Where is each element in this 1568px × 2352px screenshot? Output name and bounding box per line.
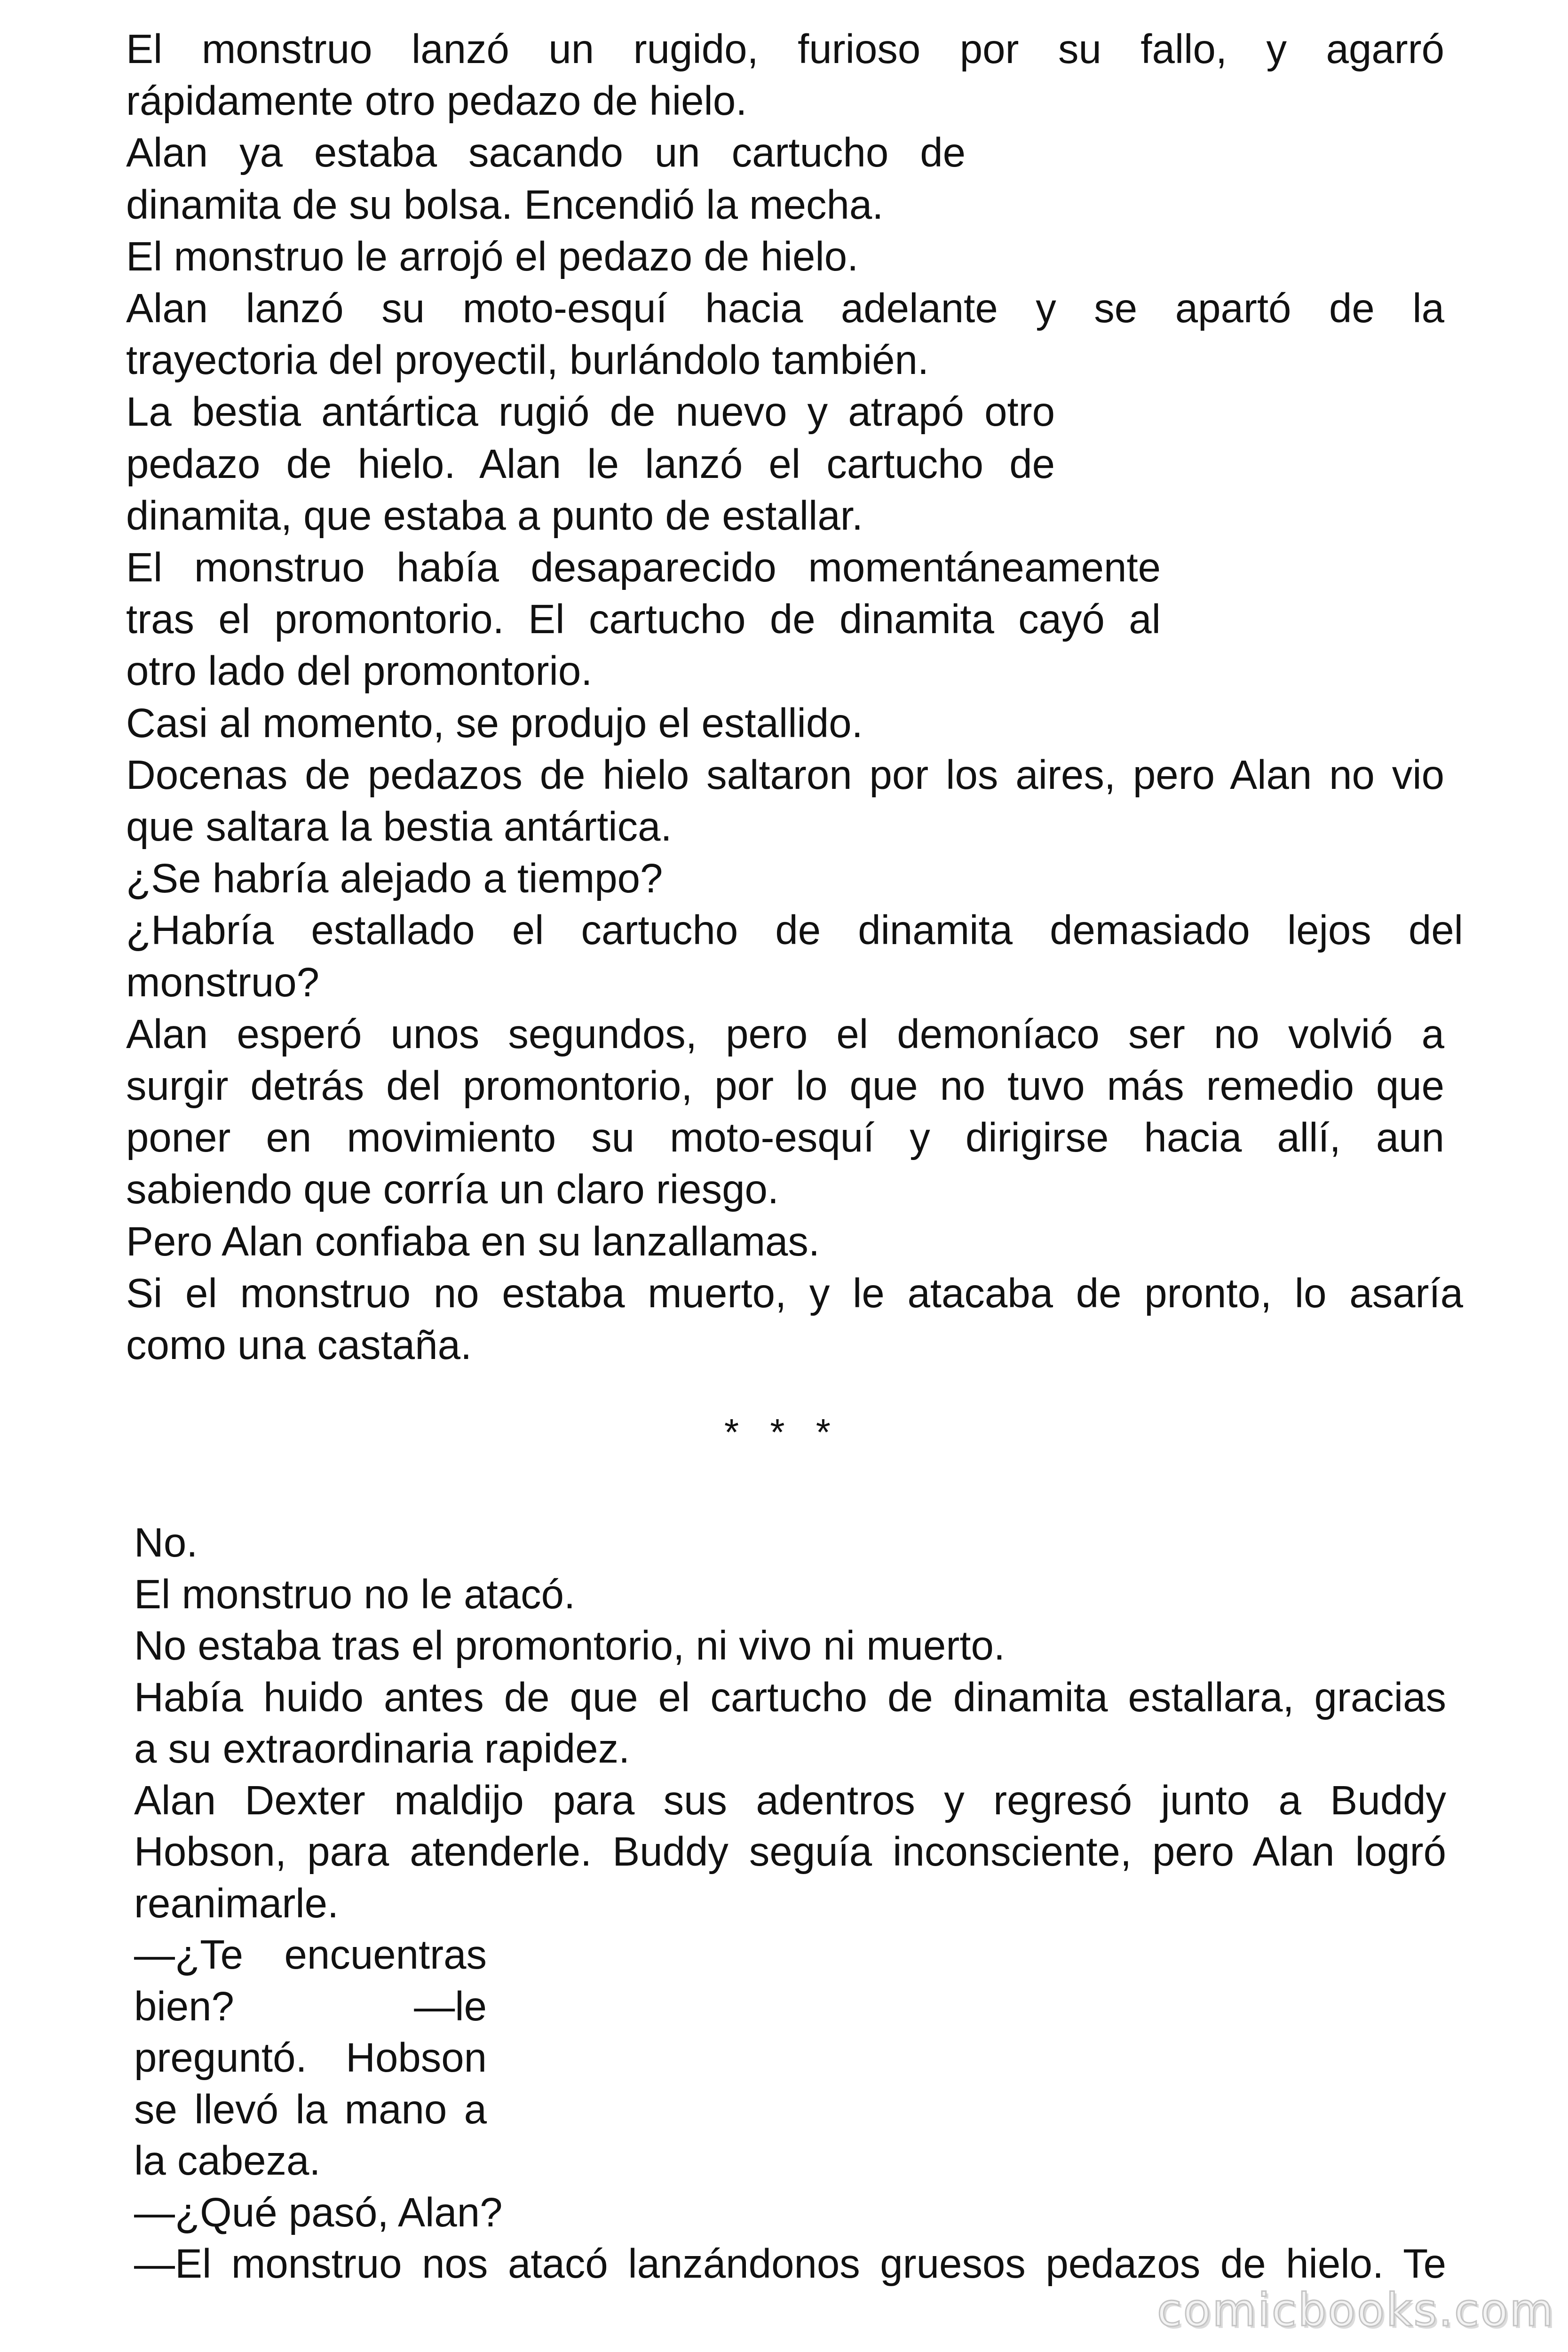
section1-line: Alan ya estaba sacando un cartucho de [126, 130, 966, 175]
section1-line: ¿Se habría alejado a tiempo? [126, 856, 663, 901]
section1-line: poner en movimiento su moto-esquí y dirigirse hacia allí, aun [126, 1115, 1444, 1160]
section1-line: Pero Alan confiaba en su lanzallamas. [126, 1219, 820, 1264]
section-separator: * * * [724, 1411, 841, 1453]
section2-line: El monstruo no le atacó. [134, 1572, 576, 1617]
section1-line: como una castaña. [126, 1322, 472, 1368]
section1-line: dinamita de su bolsa. Encendió la mecha. [126, 182, 884, 228]
section1-line: Alan lanzó su moto-esquí hacia adelante y se apartó de la [126, 286, 1444, 331]
section2-line: Hobson, para atenderle. Buddy seguía inconsciente, pero Alan logró [134, 1829, 1446, 1875]
section2-line: a su extraordinaria rapidez. [134, 1726, 630, 1772]
section1-line: El monstruo le arrojó el pedazo de hielo. [126, 234, 859, 279]
section1-line: Alan esperó unos segundos, pero el demoníaco ser no volvió a [126, 1011, 1444, 1057]
section1-line: otro lado del promontorio. [126, 648, 593, 694]
section1-line: pedazo de hielo. Alan le lanzó el cartucho de [126, 441, 1055, 487]
section2-line: bien? —le [134, 1984, 487, 2029]
section1-line: sabiendo que corría un claro riesgo. [126, 1167, 779, 1212]
section2-line: —El monstruo nos atacó lanzándonos gruesos pedazos de hielo. Te [134, 2241, 1446, 2287]
section2-line: Había huido antes de que el cartucho de dinamita estallara, gracias [134, 1675, 1446, 1720]
section1-line: Si el monstruo no estaba muerto, y le atacaba de pronto, lo asaría [126, 1271, 1463, 1316]
section1-line: Casi al momento, se produjo el estallido. [126, 700, 863, 746]
section1-line: El monstruo lanzó un rugido, furioso por su fallo, y agarró [126, 26, 1444, 72]
section2-line: reanimarle. [134, 1881, 339, 1926]
section1-line: Docenas de pedazos de hielo saltaron por los aires, pero Alan no vio [126, 752, 1444, 798]
section2-line: —¿Qué pasó, Alan? [134, 2190, 503, 2235]
section2-line: No. [134, 1520, 198, 1565]
section1-line: monstruo? [126, 960, 320, 1005]
section2-line: —¿Te encuentras [134, 1932, 487, 1978]
section1-line: trayectoria del proyectil, burlándolo también. [126, 337, 929, 383]
section1-line: tras el promontorio. El cartucho de dinamita cayó al [126, 596, 1161, 642]
section1-line: La bestia antártica rugió de nuevo y atrapó otro [126, 389, 1055, 435]
section2-line: preguntó. Hobson [134, 2035, 487, 2081]
section1-line: ¿Habría estallado el cartucho de dinamita demasiado lejos del [126, 907, 1463, 953]
section2-line: No estaba tras el promontorio, ni vivo ni muerto. [134, 1623, 1006, 1669]
section1-line: surgir detrás del promontorio, por lo que no tuvo más remedio que [126, 1063, 1444, 1109]
watermark-logo: comicbooks.com [1157, 2284, 1555, 2336]
section1-line: El monstruo había desaparecido momentáneamente [126, 545, 1161, 590]
section1-line: que saltara la bestia antártica. [126, 804, 672, 850]
section1-line: dinamita, que estaba a punto de estallar. [126, 493, 863, 539]
section2-line: la cabeza. [134, 2138, 321, 2184]
section2-line: se llevó la mano a [134, 2087, 487, 2132]
section2-line: Alan Dexter maldijo para sus adentros y regresó junto a Buddy [134, 1778, 1446, 1823]
section1-line: rápidamente otro pedazo de hielo. [126, 78, 747, 124]
